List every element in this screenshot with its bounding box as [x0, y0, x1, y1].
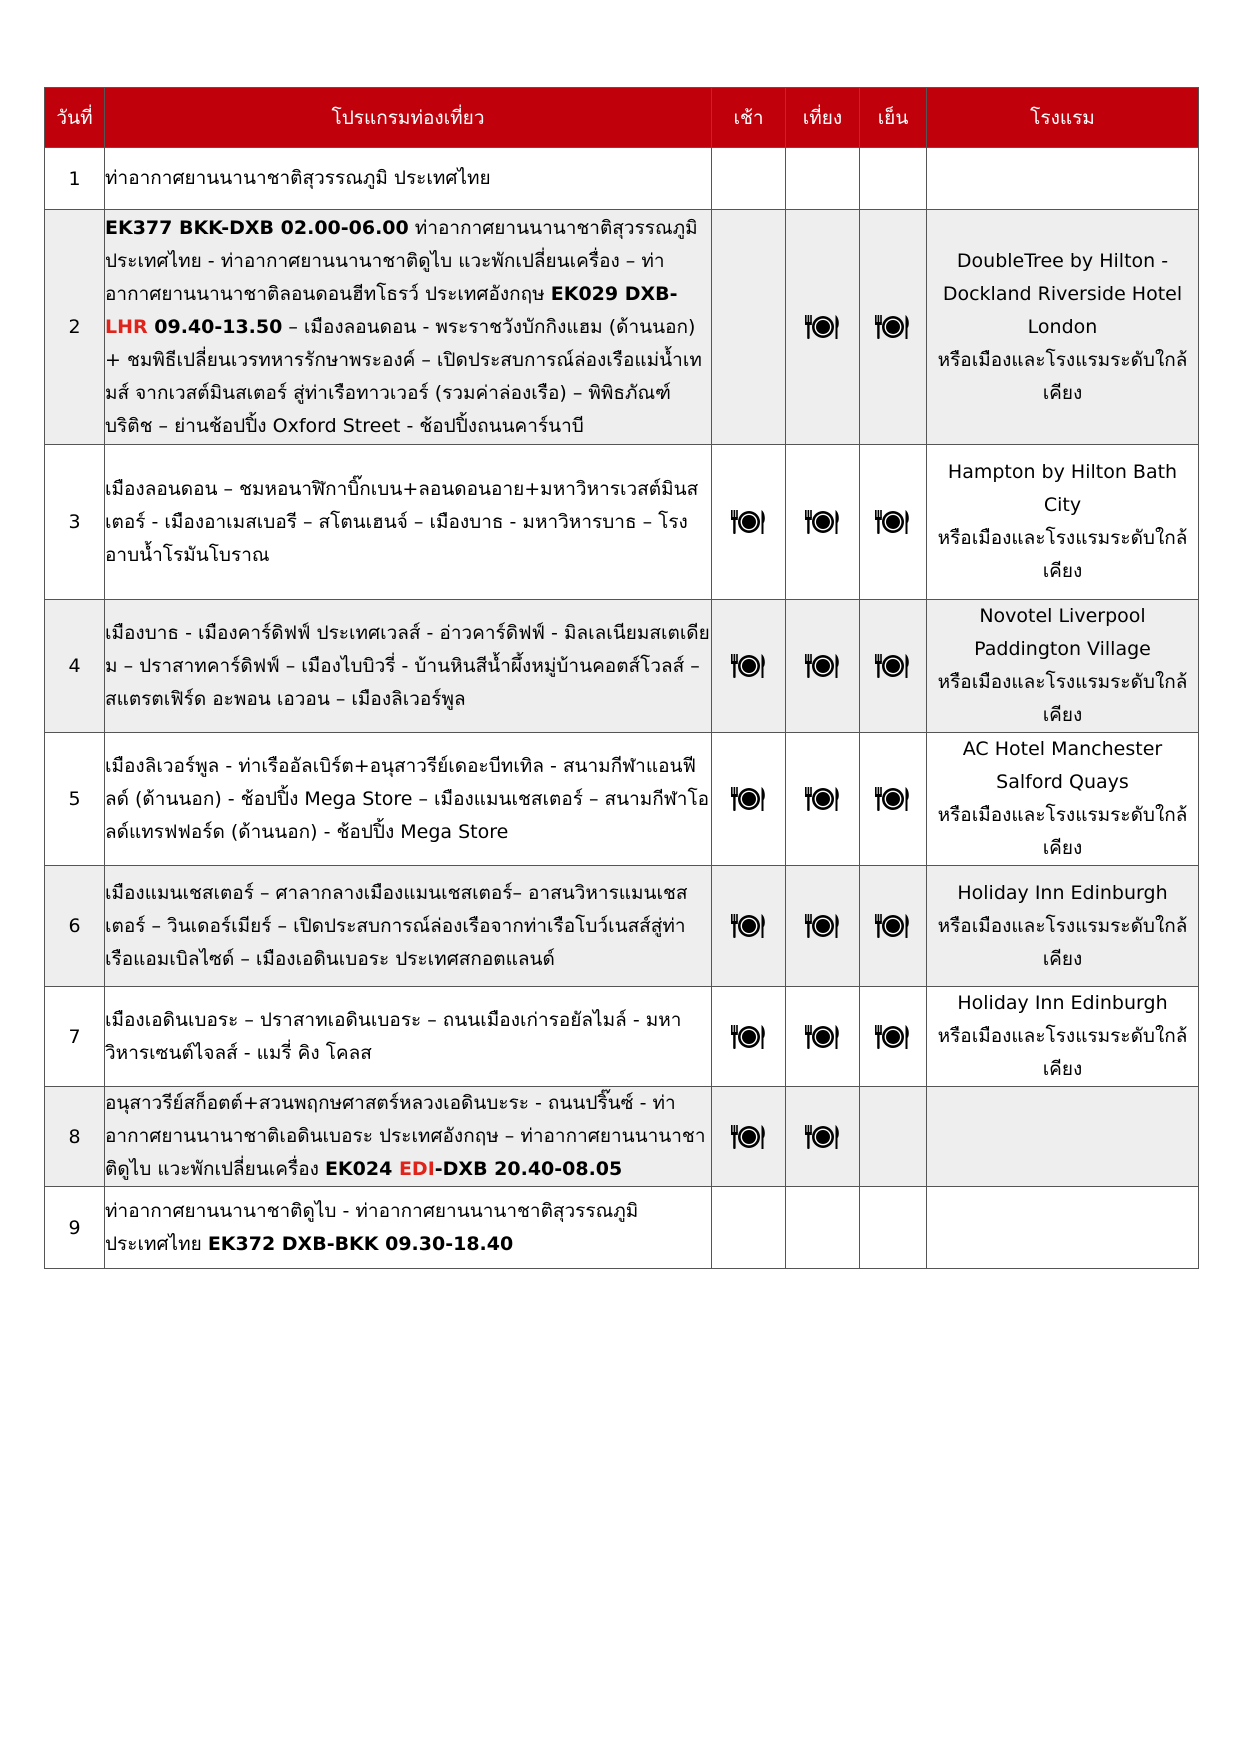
plate-fork-knife-icon — [730, 913, 768, 939]
header-day: วันที่ — [45, 88, 105, 148]
program-text: ท่าอากาศยานนานาชาติดูไบ - ท่าอากาศยานนานาชาติสุวรรณภูมิ ประเทศไทย — [105, 1199, 639, 1255]
lunch-cell — [786, 733, 860, 866]
airport-code-highlight: EDI — [398, 1158, 435, 1180]
plate-fork-knife-icon — [804, 509, 842, 535]
hotel-alternative: หรือเมืองและโรงแรมระดับใกล้เคียง — [937, 671, 1188, 726]
day-number: 5 — [45, 733, 105, 866]
flight-info: EK372 DXB-BKK 09.30-18.40 — [207, 1232, 514, 1255]
program-description — [105, 445, 712, 600]
plate-fork-knife-icon — [730, 653, 768, 679]
plate-fork-knife-icon — [804, 1024, 842, 1050]
dinner-cell — [860, 600, 927, 733]
lunch-cell — [786, 987, 860, 1087]
table-row — [45, 148, 1199, 210]
plate-fork-knife-icon — [730, 786, 768, 812]
plate-fork-knife-icon — [804, 314, 842, 340]
flight-info: EK029 DXB- — [550, 282, 678, 305]
day-number: 8 — [45, 1087, 105, 1187]
hotel-name: Hampton by Hilton Bath City — [947, 461, 1178, 516]
hotel-cell — [927, 1187, 1199, 1269]
plate-fork-knife-icon — [874, 913, 912, 939]
table-row — [45, 987, 1199, 1087]
hotel-alternative: หรือเมืองและโรงแรมระดับใกล้เคียง — [937, 804, 1188, 859]
flight-info: -DXB 20.40-08.05 — [434, 1158, 623, 1180]
lunch-cell — [786, 600, 860, 733]
program-description — [105, 148, 712, 210]
dinner-cell — [860, 148, 927, 210]
flight-info: EK024 — [324, 1158, 399, 1180]
day-number: 2 — [45, 210, 105, 445]
lunch-cell — [786, 1187, 860, 1269]
table-row — [45, 445, 1199, 600]
program-text: เมืองลิเวอร์พูล - ท่าเรืออัลเบิร์ต+อนุสาวรีย์เดอะบีทเทิล - สนามกีฬาแอนฟีลด์ (ด้านนอก) - ช้อปปิ้ง Mega Store – เมืองแมนเชสเตอร์ – สนามกีฬาโอลด์แทรฟฟอร์ด (ด้านนอก) - ช้อปปิ้ง Mega Store — [105, 754, 710, 843]
plate-fork-knife-icon — [730, 1024, 768, 1050]
plate-fork-knife-icon — [804, 913, 842, 939]
dinner-cell — [860, 987, 927, 1087]
lunch-cell — [786, 1087, 860, 1187]
hotel-cell — [927, 733, 1199, 866]
dinner-cell — [860, 733, 927, 866]
hotel-alternative: หรือเมืองและโรงแรมระดับใกล้เคียง — [937, 348, 1188, 404]
hotel-name: Novotel Liverpool Paddington Village — [974, 605, 1151, 660]
flight-info: 09.40-13.50 — [147, 315, 283, 338]
plate-fork-knife-icon — [874, 653, 912, 679]
day-number: 9 — [45, 1187, 105, 1269]
flight-info: EK377 BKK-DXB 02.00-06.00 — [105, 216, 409, 239]
hotel-alternative: หรือเมืองและโรงแรมระดับใกล้เคียง — [937, 1025, 1188, 1080]
breakfast-cell — [712, 733, 786, 866]
program-text: อนุสาวรีย์สก็อตต์+สวนพฤกษศาสตร์หลวงเอดินบะระ - ถนนปริ๊นซ์ - ท่าอากาศยานนานาชาติเอดินเบอระ ประเทศอังกฤษ – ท่าอากาศยานนานาชาติดูไบ แวะพักเปลี่ยนเครื่อง — [105, 1092, 706, 1180]
table-row — [45, 866, 1199, 987]
lunch-cell — [786, 445, 860, 600]
table-row — [45, 600, 1199, 733]
plate-fork-knife-icon — [804, 786, 842, 812]
header-dinner: เย็น — [860, 88, 927, 148]
program-description — [105, 987, 712, 1087]
program-description — [105, 1087, 712, 1187]
hotel-cell — [927, 148, 1199, 210]
plate-fork-knife-icon — [874, 786, 912, 812]
hotel-cell — [927, 866, 1199, 987]
dinner-cell — [860, 445, 927, 600]
table-row — [45, 1187, 1199, 1269]
lunch-cell — [786, 210, 860, 445]
program-description — [105, 733, 712, 866]
dinner-cell — [860, 866, 927, 987]
dinner-cell — [860, 1087, 927, 1187]
program-description — [105, 1187, 712, 1269]
breakfast-cell — [712, 1187, 786, 1269]
dinner-cell — [860, 1187, 927, 1269]
plate-fork-knife-icon — [804, 653, 842, 679]
plate-fork-knife-icon — [730, 1124, 768, 1150]
itinerary-table — [44, 87, 1199, 1269]
hotel-alternative: หรือเมืองและโรงแรมระดับใกล้เคียง — [937, 914, 1188, 970]
breakfast-cell — [712, 600, 786, 733]
breakfast-cell — [712, 210, 786, 445]
plate-fork-knife-icon — [874, 314, 912, 340]
hotel-cell — [927, 600, 1199, 733]
breakfast-cell — [712, 445, 786, 600]
breakfast-cell — [712, 987, 786, 1087]
breakfast-cell — [712, 866, 786, 987]
hotel-name: Holiday Inn Edinburgh — [957, 881, 1168, 904]
day-number: 4 — [45, 600, 105, 733]
header-breakfast: เช้า — [712, 88, 786, 148]
itinerary-header — [45, 88, 1199, 148]
hotel-name: Holiday Inn Edinburgh — [957, 992, 1168, 1014]
plate-fork-knife-icon — [874, 1024, 912, 1050]
itinerary-body — [45, 148, 1199, 1269]
program-text: – เมืองลอนดอน - พระราชวังบักกิงแฮม (ด้านนอก) + ชมพิธีเปลี่ยนเวรทหารรักษาพระองค์ – เปิดประสบการณ์ล่องเรือแม่น้ำเทมส์ จากเวสต์มินสเตอร์ สู่ท่าเรือทาวเวอร์ (รวมค่าล่องเรือ) – พิพิธภัณฑ์บริติช – ย่านช้อปปิ้ง Oxford Street - ช้อปปิ้งถนนคาร์นาบี — [105, 315, 702, 437]
day-number: 1 — [45, 148, 105, 210]
plate-fork-knife-icon — [804, 1124, 842, 1150]
table-row — [45, 1087, 1199, 1187]
day-number: 3 — [45, 445, 105, 600]
program-text: เมืองเอดินเบอระ – ปราสาทเอดินเบอระ – ถนนเมืองเก่ารอยัลไมล์ - มหาวิหารเซนต์ไจลส์ - แมรี่ คิง โคลส — [105, 1008, 682, 1064]
breakfast-cell — [712, 148, 786, 210]
hotel-alternative: หรือเมืองและโรงแรมระดับใกล้เคียง — [937, 527, 1188, 582]
lunch-cell — [786, 866, 860, 987]
program-description — [105, 210, 712, 445]
program-text: เมืองบาธ - เมืองคาร์ดิฟฟ์ ประเทศเวลส์ - อ่าวคาร์ดิฟฟ์ - มิลเลเนียมสเตเดียม – ปราสาทคาร์ดิฟฟ์ – เมืองไบบิวรี่ - บ้านหินสีน้ำผึ้งหมู่บ้านคอตส์โวลส์ – สแตรตเฟิร์ด อะพอน เอวอน – เมืองลิเวอร์พูล — [105, 621, 710, 710]
airport-code-highlight: LHR — [105, 315, 148, 338]
plate-fork-knife-icon — [874, 509, 912, 535]
lunch-cell — [786, 148, 860, 210]
table-row — [45, 210, 1199, 445]
program-text: ท่าอากาศยานนานาชาติสุวรรณภูมิ ประเทศไทย — [105, 167, 491, 189]
table-row — [45, 733, 1199, 866]
program-text: ท่าอากาศยานนานาชาติสุวรรณภูมิ ประเทศไทย - ท่าอากาศยานนานาชาติดูไบ แวะพักเปลี่ยนเครื่อง – ท่าอากาศยานนานาชาติลอนดอนฮีทโธรว์ ประเทศอังกฤษ — [105, 216, 698, 305]
header-program: โปรแกรมท่องเที่ยว — [105, 88, 712, 148]
header-lunch: เที่ยง — [786, 88, 860, 148]
day-number: 7 — [45, 987, 105, 1087]
hotel-name: DoubleTree by Hilton - Dockland Riverside Hotel London — [942, 249, 1183, 338]
breakfast-cell — [712, 1087, 786, 1187]
hotel-cell — [927, 210, 1199, 445]
hotel-cell — [927, 1087, 1199, 1187]
plate-fork-knife-icon — [730, 509, 768, 535]
hotel-name: AC Hotel Manchester Salford Quays — [962, 738, 1163, 793]
dinner-cell — [860, 210, 927, 445]
program-description — [105, 866, 712, 987]
hotel-cell — [927, 987, 1199, 1087]
program-text: เมืองแมนเชสเตอร์ – ศาลากลางเมืองแมนเชสเตอร์– อาสนวิหารแมนเชสเตอร์ – วินเดอร์เมียร์ – เปิดประสบการณ์ล่องเรือจากท่าเรือโบว์เนสส์สู่ท่าเรือแอมเบิลไซด์ – เมืองเอดินเบอระ ประเทศสกอตแลนด์ — [105, 881, 688, 970]
header-hotel: โรงแรม — [927, 88, 1199, 148]
program-description — [105, 600, 712, 733]
day-number: 6 — [45, 866, 105, 987]
hotel-cell — [927, 445, 1199, 600]
program-text: เมืองลอนดอน – ชมหอนาฬิกาบิ๊กเบน+ลอนดอนอาย+มหาวิหารเวสต์มินสเตอร์ - เมืองอาเมสเบอรี – สโตนเฮนจ์ – เมืองบาธ - มหาวิหารบาธ – โรงอาบน้ำโรมันโบราณ — [105, 477, 699, 566]
